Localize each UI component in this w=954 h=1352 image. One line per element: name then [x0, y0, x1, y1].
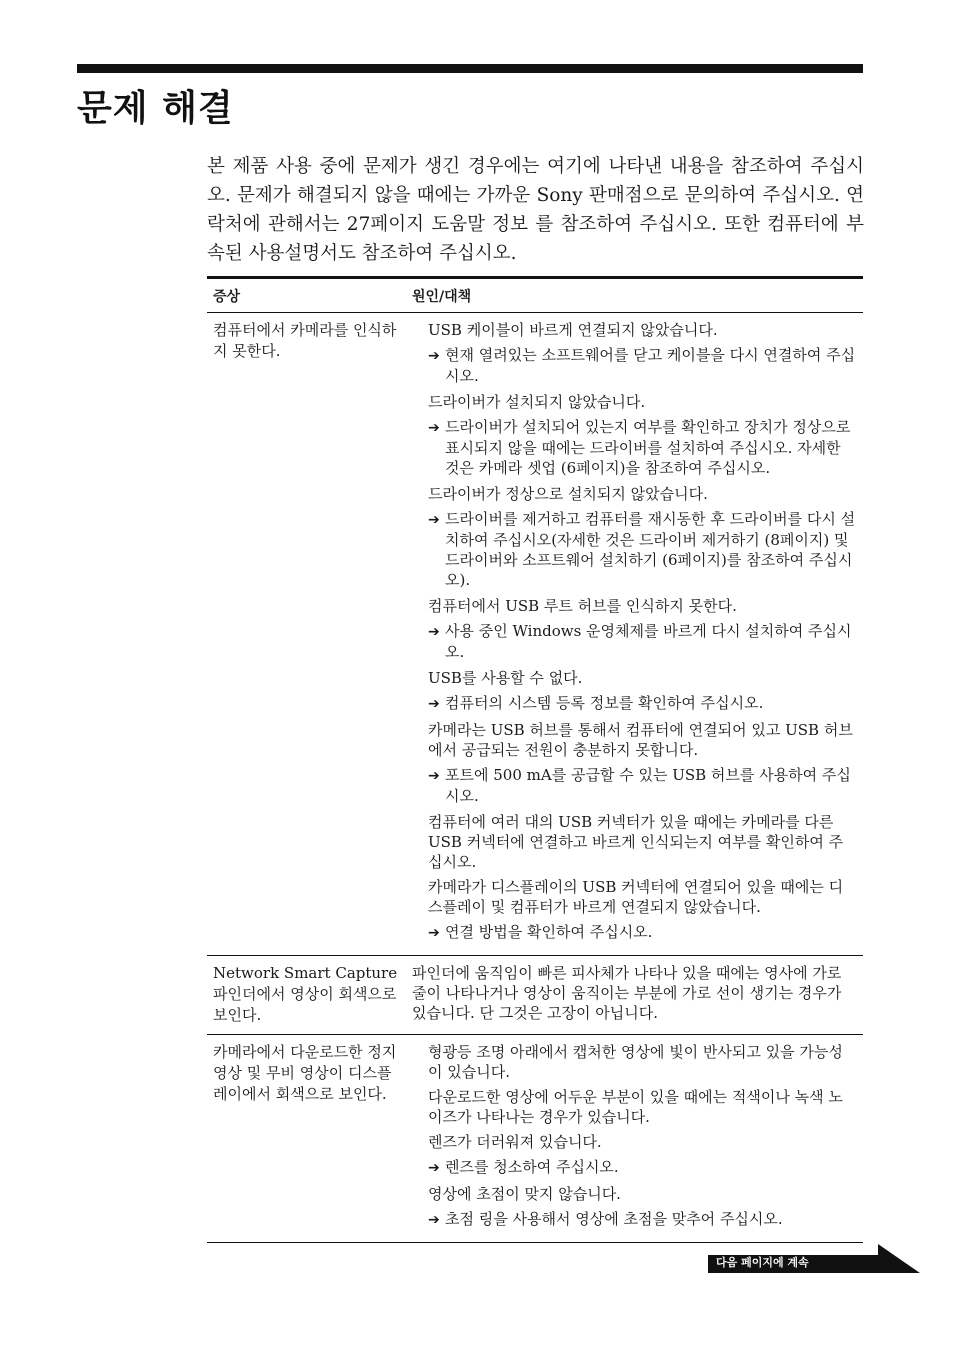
arrow-right-icon: ➔ — [428, 696, 440, 712]
cause-text — [428, 596, 857, 616]
item-text: 사용 중인 Windows 운영체제를 바르게 다시 설치하여 주십시오. — [445, 622, 852, 661]
cause-text — [428, 812, 857, 872]
table-row — [207, 313, 863, 956]
cause-text — [428, 392, 857, 412]
item-text: 드라이버가 설치되어 있는지 여부를 확인하고 장치가 정상으로 표시되지 않을 때에는 드라이버를 설치하여 주십시오. 자세한 것은 카메라 셋업 (6페이지)을 참조하여 주십시오. — [445, 418, 851, 477]
item-text: 현재 열려있는 소프트웨어를 닫고 케이블을 다시 연결하여 주십시오. — [445, 346, 856, 385]
item-text: 포트에 500 mA를 공급할 수 있는 USB 허브를 사용하여 주십시오. — [445, 766, 851, 805]
symptom-cell: Network Smart Capture 파인더에서 영상이 회색으로 보인다. — [213, 964, 398, 1024]
item-text: 영상에 초점이 맞지 않습니다. — [428, 1185, 621, 1203]
cause-text — [428, 668, 857, 688]
cause-cell — [428, 313, 863, 955]
item-text: 드라이버가 정상으로 설치되지 않았습니다. — [428, 485, 708, 503]
cause-text — [428, 877, 857, 917]
continued-label: 다음 페이지에 계속 — [716, 1256, 809, 1269]
item-text: 카메라가 디스플레이의 USB 커넥터에 연결되어 있을 때에는 디스플레이 및 컴퓨터가 바르게 연결되지 않았습니다. — [428, 878, 844, 916]
item-text: USB 케이블이 바르게 연결되지 않았습니다. — [428, 321, 718, 339]
cause-text — [428, 1042, 857, 1082]
item-text: 초점 링을 사용해서 영상에 초점을 맞추어 주십시오. — [445, 1210, 783, 1228]
item-text: 컴퓨터에 여러 대의 USB 커넥터가 있을 때에는 카메라를 다른 USB 커넥터에 연결하고 바르게 인식되는지 여부를 확인하여 주십시오. — [428, 813, 844, 871]
item-text: 형광등 조명 아래에서 캡처한 영상에 빛이 반사되고 있을 가능성이 있습니다. — [428, 1043, 843, 1081]
symptom-cell: 컴퓨터에서 카메라를 인식하지 못한다. — [213, 321, 397, 360]
remedy-text — [428, 1157, 857, 1178]
item-text: 드라이버가 설치되지 않았습니다. — [428, 393, 646, 411]
remedy-text — [428, 509, 857, 590]
remedy-text — [428, 922, 857, 943]
cause-text — [428, 1184, 857, 1204]
remedy-text — [428, 693, 857, 714]
troubleshooting-table — [207, 276, 863, 1243]
cause-text — [428, 320, 857, 340]
item-text: 렌즈를 청소하여 주십시오. — [445, 1158, 619, 1176]
symptom-cell: 카메라에서 다운로드한 정지영상 및 무비 영상이 디스플레이에서 회색으로 보인다. — [213, 1043, 397, 1103]
remedy-text — [428, 345, 857, 386]
item-text: 다운로드한 영상에 어두운 부분이 있을 때에는 적색이나 녹색 노이즈가 나타나는 경우가 있습니다. — [428, 1088, 843, 1126]
arrow-right-icon: ➔ — [428, 420, 440, 436]
item-text: 컴퓨터의 시스템 등록 정보를 확인하여 주십시오. — [445, 694, 764, 712]
header-cause: 원인/대책 — [412, 289, 472, 305]
arrow-right-icon: ➔ — [428, 1212, 440, 1228]
cause-text — [428, 720, 857, 760]
cause-text — [428, 484, 857, 504]
title-rule — [77, 64, 863, 73]
cause-text — [428, 1132, 857, 1152]
page-title: 문제 해결 — [77, 88, 234, 129]
intro-paragraph: 본 제품 사용 중에 문제가 생긴 경우에는 여기에 나타낸 내용을 참조하여 주십시오. 문제가 해결되지 않을 때에는 가까운 Sony 판매점으로 문의하여 주십시오. 연락처에 관해서는 27페이지 도움말 정보 를 참조하여 주십시오. 또한 컴퓨터에 부속된 사용설명서도 참조하여 주십시오. — [207, 156, 864, 264]
table-row — [207, 956, 863, 1035]
item-text: 컴퓨터에서 USB 루트 허브를 인식하지 못한다. — [428, 597, 737, 615]
arrow-right-icon: ➔ — [428, 348, 440, 364]
table-row — [207, 1035, 863, 1243]
item-text: USB를 사용할 수 없다. — [428, 669, 583, 687]
cause-text — [428, 1087, 857, 1127]
cause-cell — [412, 956, 863, 1034]
arrow-right-icon: ➔ — [428, 768, 440, 784]
continued-tab — [708, 1244, 920, 1273]
item-text: 카메라는 USB 허브를 통해서 컴퓨터에 연결되어 있고 USB 허브에서 공급되는 전원이 충분하지 못합니다. — [428, 721, 853, 759]
remedy-text — [428, 765, 857, 806]
remedy-text — [428, 1209, 857, 1230]
arrow-right-icon: ➔ — [428, 624, 440, 640]
arrow-right-icon: ➔ — [428, 925, 440, 941]
header-symptom: 증상 — [213, 289, 241, 305]
item-text: 렌즈가 더러워져 있습니다. — [428, 1133, 602, 1151]
remedy-text — [428, 621, 857, 662]
arrow-right-icon: ➔ — [428, 1160, 440, 1176]
remedy-text — [428, 417, 857, 478]
table-header — [207, 276, 863, 313]
arrow-right-icon: ➔ — [428, 512, 440, 528]
cause-text — [412, 963, 857, 1023]
cause-cell — [428, 1035, 863, 1242]
item-text: 드라이버를 제거하고 컴퓨터를 재시동한 후 드라이버를 다시 설치하여 주십시오(자세한 것은 드라이버 제거하기 (8페이지) 및 드라이버와 소프트웨어 설치하기 (6페이지)를 참조하여 주십시오). — [445, 510, 856, 589]
item-text: 연결 방법을 확인하여 주십시오. — [445, 923, 653, 941]
item-text: 파인더에 움직임이 빠른 피사체가 나타나 있을 때에는 영사에 가로 줄이 나타나거나 영상이 움직이는 부분에 가로 선이 생기는 경우가 있습니다. 단 그것은 고장이 아닙니다. — [412, 964, 842, 1022]
